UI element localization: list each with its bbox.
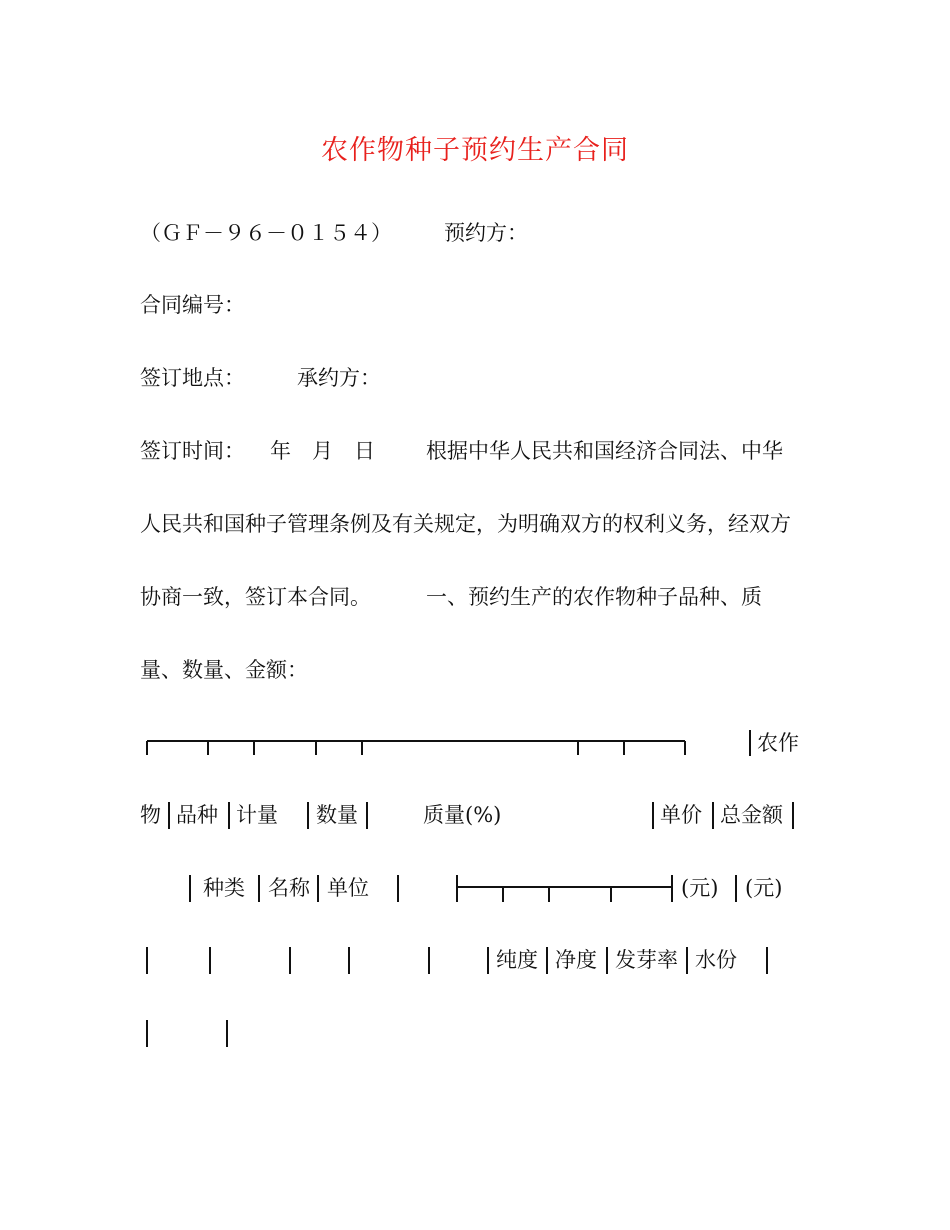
col-kind: 种类 [203,876,245,900]
sign-place-label: 签订地点： [140,366,245,390]
col-name: 名称 [268,876,310,900]
standard-code: （ＧＦ－９６－０１５４） [140,221,392,245]
col-germination-rate: 发芽率 [615,948,678,972]
col-purity: 纯度 [496,948,538,972]
header-line-1 [140,218,528,248]
col-total-amount: 总金额 [720,803,783,827]
day-label: 日 [354,439,375,463]
col-unit-price: 单价 [660,803,702,827]
section-1-heading-line-2: 量、数量、金额： [140,658,308,682]
col-crop-line-1: 农作 [757,731,799,755]
col-quantity: 数量 [316,803,358,827]
col-variety: 品种 [176,803,218,827]
body-paragraph-1-line-1: 根据中华人民共和国经济合同法、中华 [426,439,783,463]
body-paragraph-1-line-3: 协商一致，签订本合同。 [140,585,371,609]
col-unit-line-1: 计量 [236,803,278,827]
total-unit-yuan: (元) [745,876,783,900]
year-label: 年 [270,439,291,463]
col-unit-line-2: 单位 [327,876,369,900]
col-cleanliness: 净度 [555,948,597,972]
document-title: 农作物种子预约生产合同 [321,135,629,166]
col-moisture: 水份 [695,948,737,972]
body-line-7 [140,582,762,612]
party-b-label: 承约方： [297,366,381,390]
price-unit-yuan: (元) [681,876,719,900]
party-a-label: 预约方： [444,221,528,245]
col-crop-line-2: 物 [140,803,161,827]
header-line-3 [140,363,381,393]
sign-time-label: 签订时间： [140,439,245,463]
section-1-heading-line-1: 一、预约生产的农作物种子品种、质 [426,585,762,609]
header-line-2 [140,290,245,320]
col-quality: 质量(%) [423,803,502,827]
month-label: 月 [312,439,333,463]
contract-number-label: 合同编号： [140,293,245,317]
header-line-4 [140,436,783,466]
body-paragraph-1-line-2: 人民共和国种子管理条例及有关规定，为明确双方的权利义务，经双方 [140,512,791,536]
